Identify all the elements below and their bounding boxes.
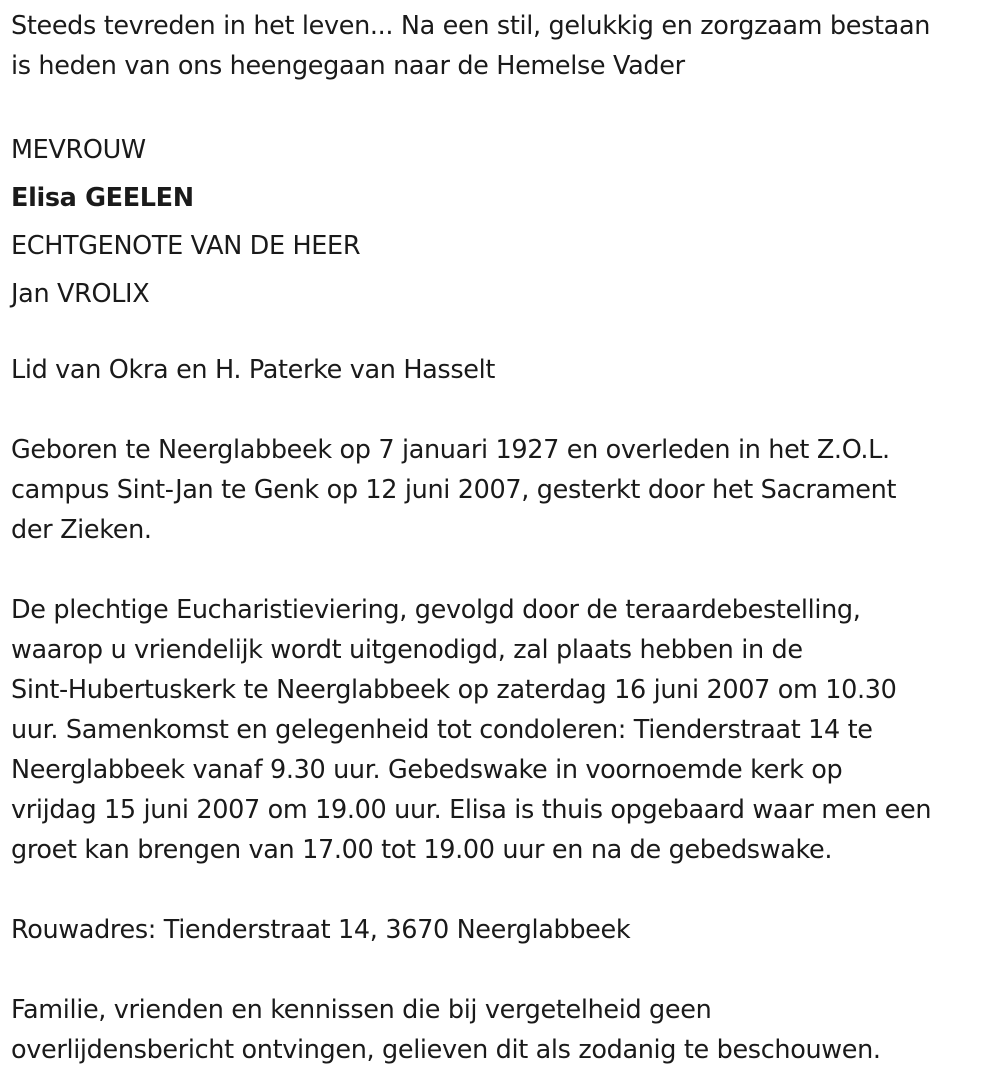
- ceremony-line-2: waarop u vriendelijk wordt uitgenodigd, zal plaats hebben in de: [11, 635, 803, 665]
- spacer: [11, 86, 985, 126]
- spacer: [11, 950, 985, 990]
- membership-text: Lid van Okra en H. Paterke van Hasselt: [11, 355, 496, 385]
- birth-death-line-2: campus Sint-Jan te Genk op 12 juni 2007, gesterkt door het Sacrament: [11, 475, 897, 505]
- deceased-title: MEVROUW: [11, 135, 146, 165]
- deceased-name: Elisa GEELEN: [11, 183, 194, 213]
- ceremony-line-7: groet kan brengen van 17.00 tot 19.00 uur en na de gebedswake.: [11, 835, 833, 865]
- ceremony-line-5: Neerglabbeek vanaf 9.30 uur. Gebedswake in voornoemde kerk op: [11, 755, 843, 785]
- spouse-name: Jan VROLIX: [11, 279, 150, 309]
- ceremony-line-1: De plechtige Eucharistieviering, gevolgd door de teraardebestelling,: [11, 595, 861, 625]
- closing-line-2: overlijdensbericht ontvingen, gelieven dit als zodanig te beschouwen.: [11, 1035, 881, 1065]
- birth-death-line-3: der Zieken.: [11, 515, 152, 545]
- spacer: [11, 318, 985, 350]
- deceased-relation: ECHTGENOTE VAN DE HEER: [11, 231, 361, 261]
- spacer: [11, 390, 985, 430]
- spacer: [11, 870, 985, 910]
- intro-line-2: is heden van ons heengegaan naar de Hemelse Vader: [11, 51, 685, 81]
- birth-death-line-1: Geboren te Neerglabbeek op 7 januari 1927 en overleden in het Z.O.L.: [11, 435, 890, 465]
- intro-line-1: Steeds tevreden in het leven... Na een stil, gelukkig en zorgzaam bestaan: [11, 11, 931, 41]
- mourning-address: Rouwadres: Tienderstraat 14, 3670 Neerglabbeek: [11, 915, 631, 945]
- ceremony-line-4: uur. Samenkomst en gelegenheid tot condoleren: Tienderstraat 14 te: [11, 715, 873, 745]
- spacer: [11, 550, 985, 590]
- ceremony-line-6: vrijdag 15 juni 2007 om 19.00 uur. Elisa is thuis opgebaard waar men een: [11, 795, 932, 825]
- ceremony-line-3: Sint-Hubertuskerk te Neerglabbeek op zaterdag 16 juni 2007 om 10.30: [11, 675, 897, 705]
- closing-line-1: Familie, vrienden en kennissen die bij vergetelheid geen: [11, 995, 712, 1025]
